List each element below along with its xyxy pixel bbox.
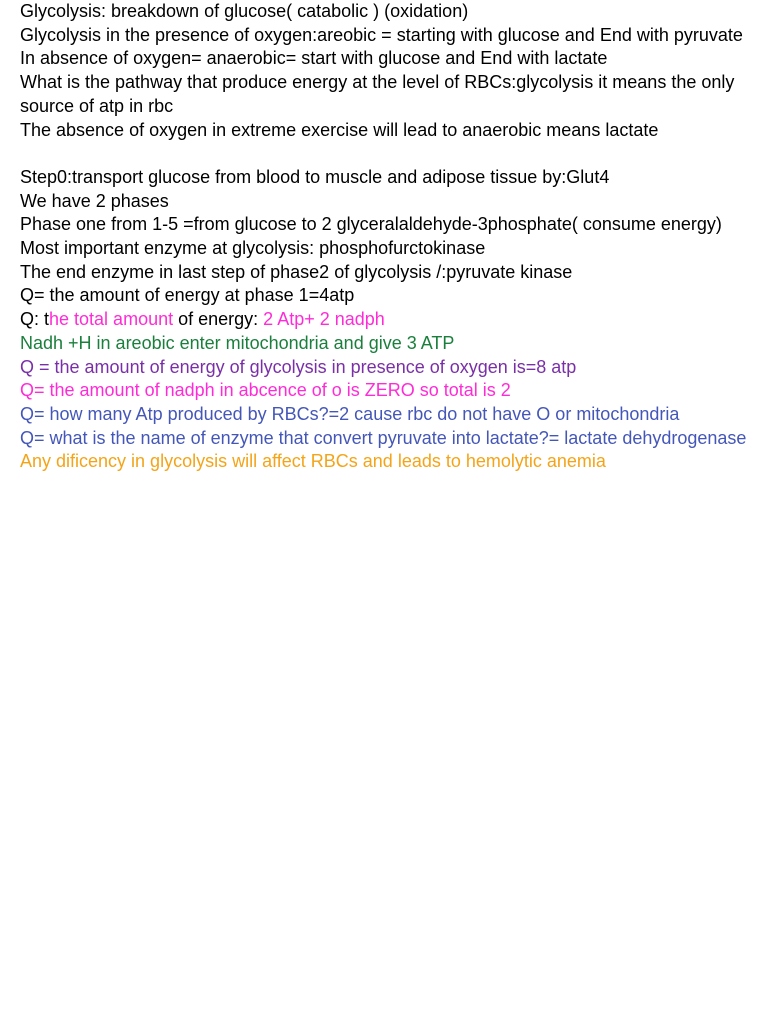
note-line-step0: Step0:transport glucose from blood to muscle and adipose tissue by:Glut4 xyxy=(20,166,610,187)
note-line-phases: We have 2 phases xyxy=(20,190,169,211)
note-line-total-energy-middle: of energy: xyxy=(173,309,264,330)
note-line-extreme-exercise: The absence of oxygen in extreme exercise will lead to anaerobic means lactate xyxy=(20,119,659,140)
note-line-end-enzyme: The end enzyme in last step of phase2 of glycolysis /:pyruvate kinase xyxy=(20,261,573,282)
note-line-total-energy-highlight: he total amount xyxy=(49,309,174,330)
note-line-aerobic-energy: Q = the amount of energy of glycolysis in presence of oxygen is=8 atp xyxy=(20,356,577,377)
note-line-total-energy-answer: 2 Atp+ 2 nadph xyxy=(263,309,385,330)
note-line-aerobic: Glycolysis in the presence of oxygen:areobic = starting with glucose and End with pyruvate xyxy=(20,24,743,45)
note-body xyxy=(20,0,755,474)
note-line-nadph: Q= the amount of nadph in abcence of o is ZERO so total is 2 xyxy=(20,380,511,401)
note-line-rbc-atp: Q= how many Atp produced by RBCs?=2 cause rbc do not have O or mitochondria xyxy=(20,403,680,424)
note-line-phase-one: Phase one from 1-5 =from glucose to 2 glyceralaldehyde-3phosphate( consume energy) xyxy=(20,214,722,235)
note-line-total-energy xyxy=(20,308,755,332)
note-line-glycolysis-definition: Glycolysis: breakdown of glucose( catabolic ) (oxidation) xyxy=(20,1,469,21)
note-line-lactate-enzyme: Q= what is the name of enzyme that convert pyruvate into lactate?= lactate dehydrogenase xyxy=(20,427,747,448)
note-line-important-enzyme: Most important enzyme at glycolysis: phosphofurctokinase xyxy=(20,238,486,259)
note-line-deficiency: Any dificency in glycolysis will affect RBCs and leads to hemolytic anemia xyxy=(20,451,606,472)
note-line-rbc-pathway: What is the pathway that produce energy at the level of RBCs:glycolysis it means the only source of atp in rbc xyxy=(20,72,735,116)
note-blank-line xyxy=(20,142,755,166)
note-line-phase1-energy: Q= the amount of energy at phase 1=4atp xyxy=(20,285,355,306)
note-line-anaerobic: In absence of oxygen= anaerobic= start with glucose and End with lactate xyxy=(20,48,608,69)
note-line-total-energy-prefix: Q: t xyxy=(20,309,50,330)
note-line-nadh: Nadh +H in areobic enter mitochondria and give 3 ATP xyxy=(20,332,455,353)
